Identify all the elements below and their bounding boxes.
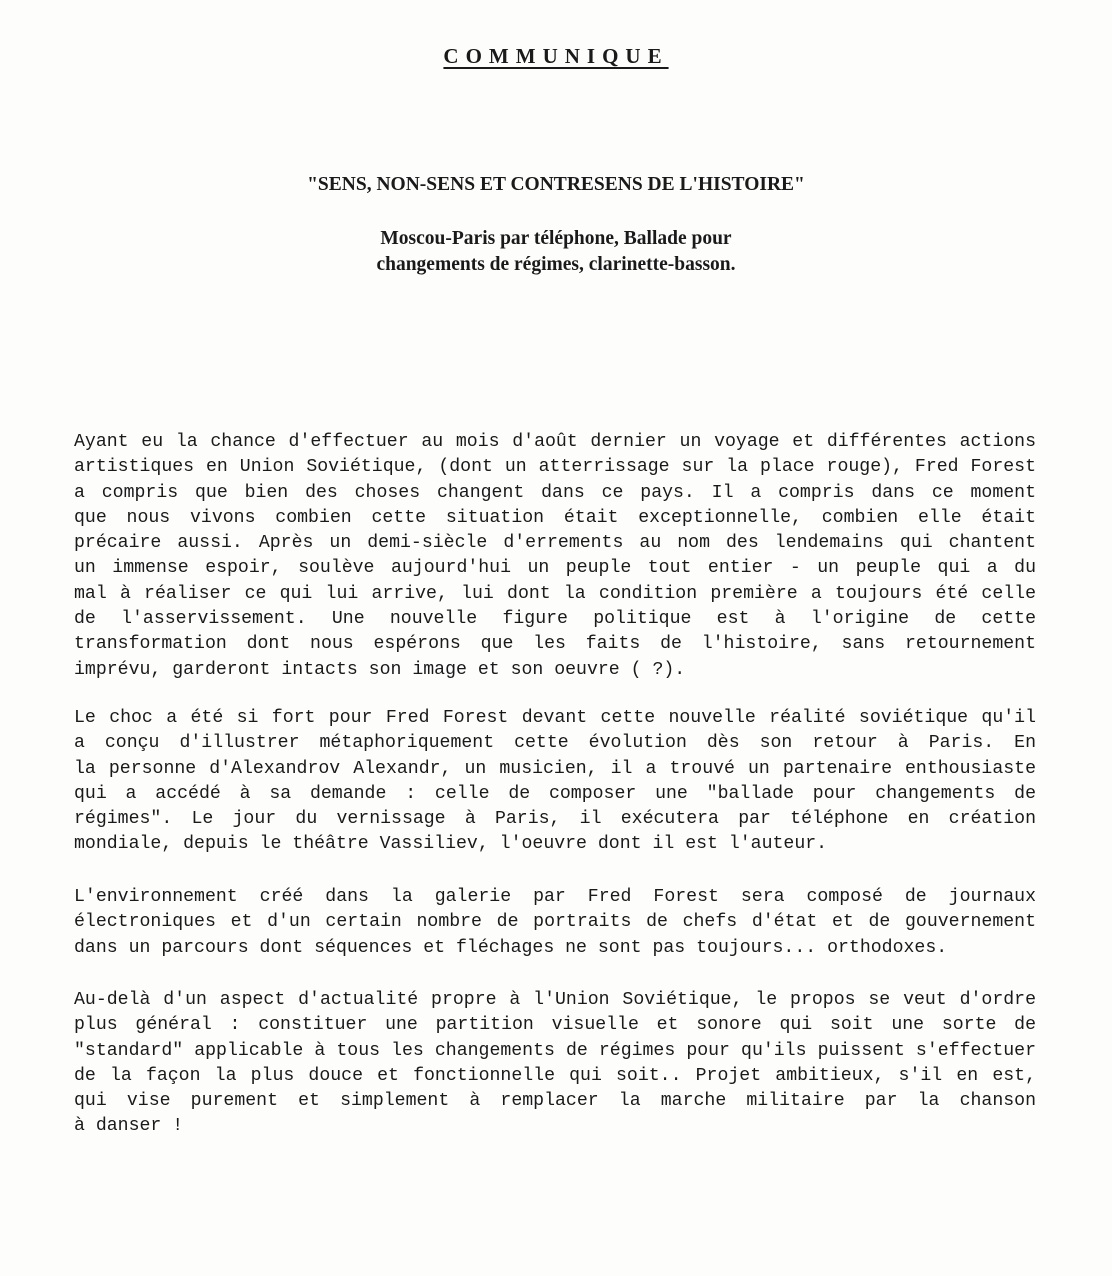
text-line: Le choc a été si fort pour Fred Forest devant cette nouvelle réalité soviétique qu'il [74, 708, 1036, 728]
text-line: plus général : constituer une partition visuelle et sonore qui soit une sorte de [74, 1015, 1036, 1036]
paragraph-4 [74, 988, 1036, 1140]
text-line: un immense espoir, soulève aujourd'hui un peuple tout entier - un peuple qui a du [74, 558, 1036, 579]
text-line: régimes". Le jour du vernissage à Paris, il exécutera par téléphone en création [74, 809, 1036, 830]
text-line: électroniques et d'un certain nombre de portraits de chefs d'état et de gouvernement [74, 912, 1036, 933]
text-line: mal à réaliser ce qui lui arrive, lui dont la condition première a toujours été celle [74, 583, 1036, 604]
document-subtitle [0, 226, 1112, 278]
text-line: a compris que bien des choses changent dans ce pays. Il a compris dans ce moment [74, 482, 1036, 503]
text-line: Ayant eu la chance d'effectuer au mois d'août dernier un voyage et différentes actions [74, 432, 1036, 452]
text-line: qui a accédé à sa demande : celle de composer une "ballade pour changements de [74, 783, 1036, 804]
text-line: de la façon la plus douce et fonctionnelle qui soit.. Projet ambitieux, s'il en est, [74, 1065, 1036, 1086]
text-line: à danser ! [74, 1116, 184, 1137]
subtitle-line: changements de régimes, clarinette-basson. [376, 254, 736, 275]
text-line: imprévu, garderont intacts son image et son oeuvre ( ?). [74, 659, 686, 680]
text-line: Au-delà d'un aspect d'actualité propre à l'Union Soviétique, le propos se veut d'ordre [74, 990, 1036, 1010]
text-line: la personne d'Alexandrov Alexandr, un musicien, il a trouvé un partenaire enthousiaste [74, 758, 1036, 779]
document-title: "SENS, NON-SENS ET CONTRESENS DE L'HISTOIRE" [307, 174, 805, 195]
heading-text: COMMUNIQUE [443, 44, 669, 68]
text-line: transformation dont nous espérons que les faits de l'histoire, sans retournement [74, 634, 1036, 655]
subtitle-line: Moscou-Paris par téléphone, Ballade pour [380, 228, 732, 249]
document-heading [0, 44, 1112, 69]
paragraph-1 [74, 430, 1036, 683]
paragraph-3 [74, 885, 1036, 961]
text-line: "standard" applicable à tous les changements de régimes pour qu'ils puissent s'effectuer [74, 1040, 1036, 1061]
text-line: que nous vivons combien cette situation était exceptionnelle, combien elle était [74, 507, 1036, 528]
text-line: mondiale, depuis le théâtre Vassiliev, l'oeuvre dont il est l'auteur. [74, 834, 828, 855]
text-line: précaire aussi. Après un demi-siècle d'errements au nom des lendemains qui chantent [74, 533, 1036, 554]
text-line: dans un parcours dont séquences et fléchages ne sont pas toujours... orthodoxes. [74, 937, 948, 958]
text-line: qui vise purement et simplement à remplacer la marche militaire par la chanson [74, 1091, 1036, 1112]
text-line: L'environnement créé dans la galerie par Fred Forest sera composé de journaux [74, 887, 1036, 907]
text-line: artistiques en Union Soviétique, (dont un atterrissage sur la place rouge), Fred Forest [74, 457, 1036, 478]
text-line: de l'asservissement. Une nouvelle figure politique est à l'origine de cette [74, 609, 1036, 630]
text-line: a conçu d'illustrer métaphoriquement cette évolution dès son retour à Paris. En [74, 733, 1036, 754]
paragraph-2 [74, 706, 1036, 858]
